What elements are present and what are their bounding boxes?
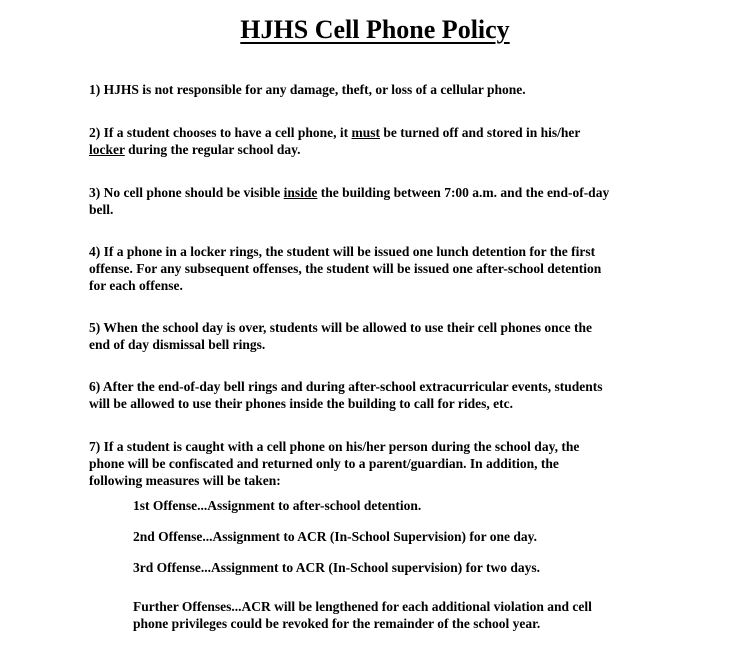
emphasis-text: must <box>351 125 381 140</box>
measure-third-offense <box>133 559 693 576</box>
policy-rule-5 <box>89 319 689 353</box>
rule-line: will be allowed to use their phones inside the building to call for rides, etc. <box>89 396 514 411</box>
rule-line: following measures will be taken: <box>89 473 281 488</box>
rule-text: during the regular school day. <box>124 142 301 157</box>
measure-line: 3rd Offense...Assignment to ACR (In-School supervision) for two days. <box>133 560 541 575</box>
policy-rule-3 <box>89 184 689 218</box>
measure-line: 1st Offense...Assignment to after-school detention. <box>133 498 422 513</box>
rule-line: 6) After the end-of-day bell rings and during after-school extracurricular events, students <box>89 379 603 394</box>
rule-line: for each offense. <box>89 278 183 293</box>
policy-rule-7 <box>89 438 689 489</box>
rule-line <box>89 184 689 201</box>
rule-line: offense. For any subsequent offenses, the student will be issued one after-school detention <box>89 261 602 276</box>
policy-rule-2 <box>89 124 689 158</box>
rule-line: 1) HJHS is not responsible for any damage, theft, or loss of a cellular phone. <box>89 82 526 97</box>
document-title: HJHS Cell Phone Policy <box>240 15 510 44</box>
policy-rule-1 <box>89 81 689 98</box>
measure-line: 2nd Offense...Assignment to ACR (In-School Supervision) for one day. <box>133 529 538 544</box>
rule-line: phone will be confiscated and returned only to a parent/guardian. In addition, the <box>89 456 559 471</box>
rule-line: end of day dismissal bell rings. <box>89 337 266 352</box>
measure-further-offenses <box>133 598 693 632</box>
measure-line: Further Offenses...ACR will be lengthened for each additional violation and cell <box>133 599 592 614</box>
emphasis-text: inside <box>283 185 318 200</box>
rule-text: 2) If a student chooses to have a cell phone, it <box>89 125 352 140</box>
emphasis-text: locker <box>89 142 125 157</box>
measure-second-offense <box>133 528 693 545</box>
policy-rule-6 <box>89 378 689 412</box>
rule-text: be turned off and stored in his/her <box>380 125 581 140</box>
rule-text: 3) No cell phone should be visible <box>89 185 284 200</box>
policy-rule-4 <box>89 243 689 294</box>
measure-line: phone privileges could be revoked for the remainder of the school year. <box>133 616 541 631</box>
rule-text: the building between 7:00 a.m. and the end-of-day <box>317 185 610 200</box>
rule-line: bell. <box>89 202 114 217</box>
measure-first-offense <box>133 497 693 514</box>
rule-line <box>89 141 689 158</box>
rule-line <box>89 124 689 141</box>
rule-line: 5) When the school day is over, students will be allowed to use their cell phones once the <box>89 320 593 335</box>
rule-line: 7) If a student is caught with a cell phone on his/her person during the school day, the <box>89 439 580 454</box>
rule-line: 4) If a phone in a locker rings, the student will be issued one lunch detention for the first <box>89 244 596 259</box>
